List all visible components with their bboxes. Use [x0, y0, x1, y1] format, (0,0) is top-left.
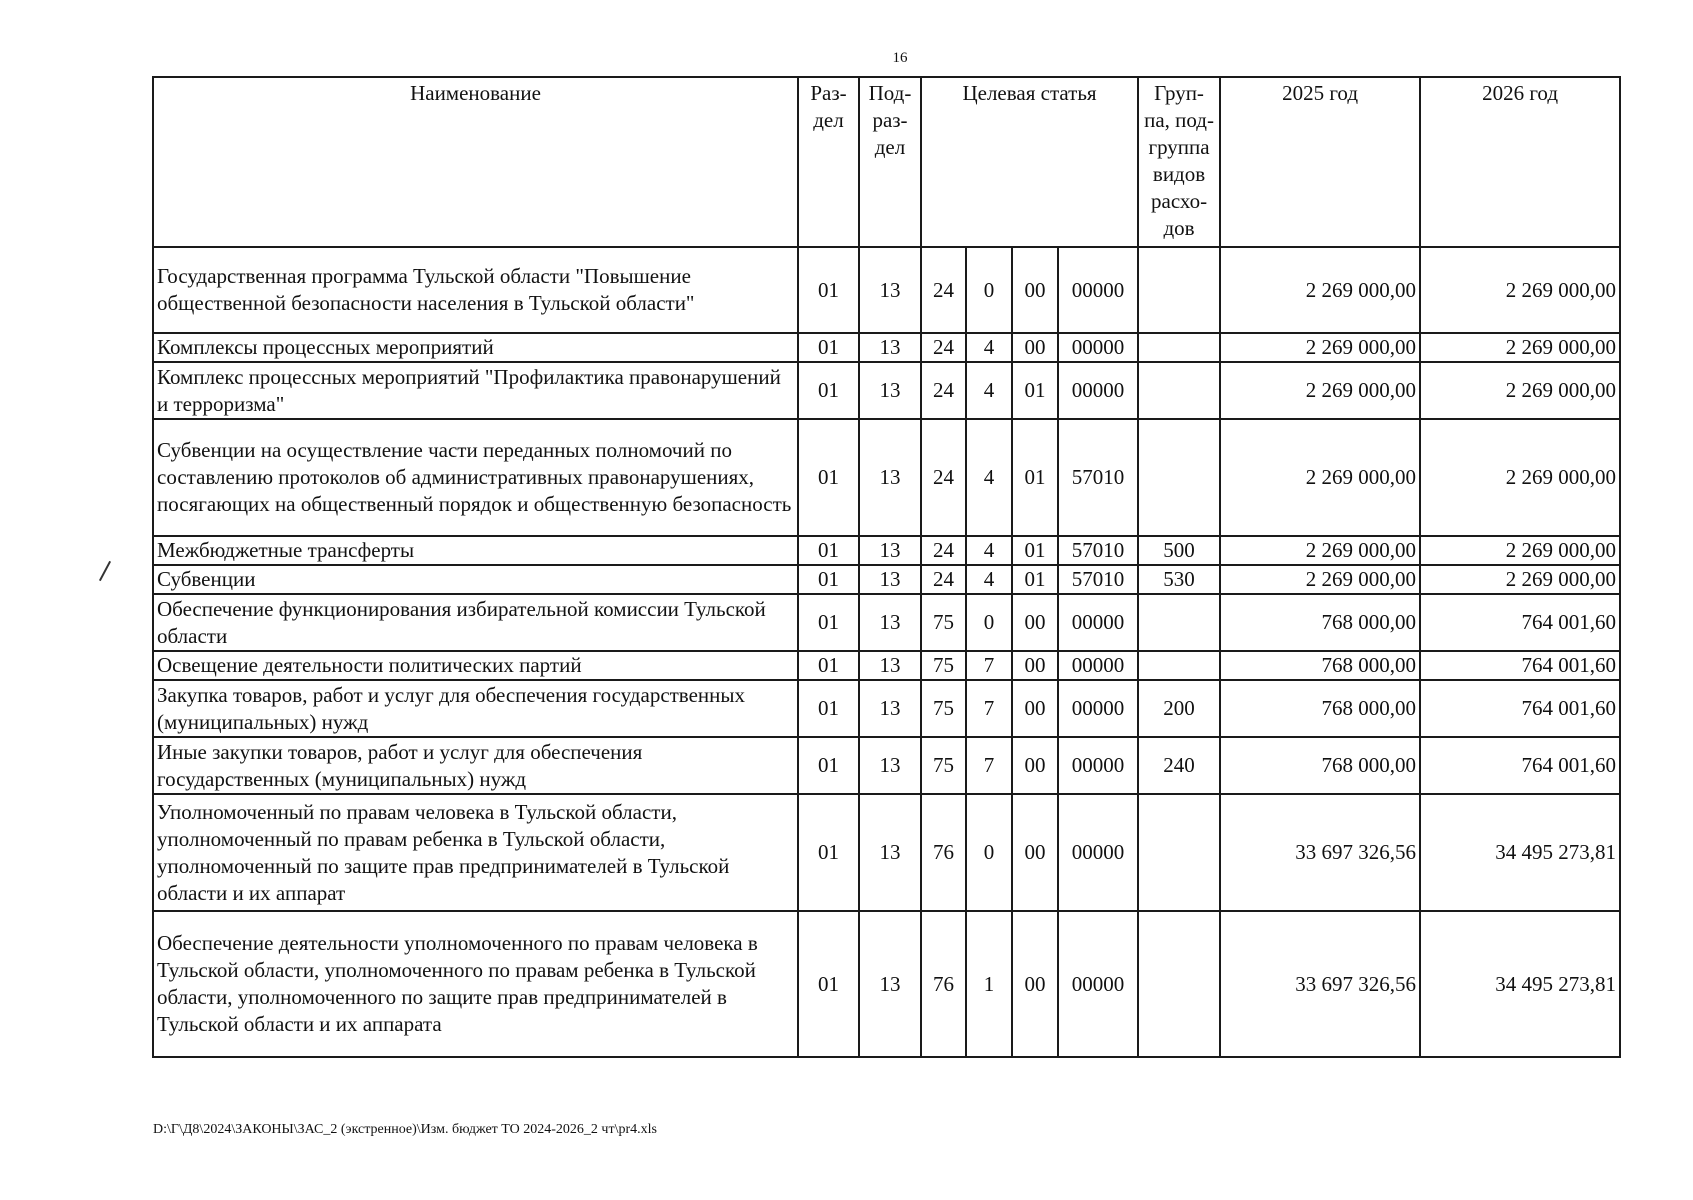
- row-group: [1138, 794, 1220, 911]
- row-amount-2026: 764 001,60: [1420, 680, 1620, 737]
- row-amount-2026: 2 269 000,00: [1420, 536, 1620, 565]
- row-target-type: 4: [966, 333, 1012, 362]
- row-name: Иные закупки товаров, работ и услуг для обеспечения государственных (муниципальных) нужд: [153, 737, 798, 794]
- row-target-program: 24: [921, 419, 966, 536]
- row-target-direction: 57010: [1058, 565, 1138, 594]
- row-target-sub: 00: [1012, 247, 1058, 333]
- row-podrazdel: 13: [859, 794, 921, 911]
- row-amount-2026: 764 001,60: [1420, 651, 1620, 680]
- table-row: [153, 794, 1620, 911]
- margin-pen-mark: [99, 561, 111, 581]
- row-podrazdel: 13: [859, 419, 921, 536]
- row-amount-2026: 2 269 000,00: [1420, 565, 1620, 594]
- table-row: [153, 333, 1620, 362]
- row-target-type: 7: [966, 737, 1012, 794]
- row-target-type: 0: [966, 794, 1012, 911]
- row-name: Субвенции: [153, 565, 798, 594]
- table-row: [153, 419, 1620, 536]
- row-razdel: 01: [798, 565, 859, 594]
- row-name: Освещение деятельности политических партий: [153, 651, 798, 680]
- row-group: 200: [1138, 680, 1220, 737]
- row-group: 530: [1138, 565, 1220, 594]
- row-target-type: 7: [966, 680, 1012, 737]
- row-razdel: 01: [798, 362, 859, 419]
- row-amount-2026: 34 495 273,81: [1420, 794, 1620, 911]
- header-target: Целевая статья: [921, 77, 1138, 247]
- row-amount-2025: 2 269 000,00: [1220, 333, 1420, 362]
- row-target-direction: 00000: [1058, 651, 1138, 680]
- row-target-sub: 00: [1012, 680, 1058, 737]
- row-group: [1138, 362, 1220, 419]
- row-podrazdel: 13: [859, 247, 921, 333]
- table-row: [153, 594, 1620, 651]
- row-razdel: 01: [798, 536, 859, 565]
- table-row: [153, 565, 1620, 594]
- row-amount-2025: 768 000,00: [1220, 594, 1420, 651]
- row-amount-2025: 33 697 326,56: [1220, 794, 1420, 911]
- row-target-direction: 00000: [1058, 794, 1138, 911]
- row-amount-2026: 2 269 000,00: [1420, 333, 1620, 362]
- row-name: Уполномоченный по правам человека в Тульской области, уполномоченный по правам ребенка в Тульской области, уполномоченный по защите прав предпринимателей в Тульской области и их аппарат: [153, 794, 798, 911]
- row-razdel: 01: [798, 333, 859, 362]
- row-group: [1138, 594, 1220, 651]
- row-target-direction: 00000: [1058, 333, 1138, 362]
- row-group: [1138, 247, 1220, 333]
- row-amount-2025: 2 269 000,00: [1220, 362, 1420, 419]
- row-target-sub: 00: [1012, 794, 1058, 911]
- row-target-program: 24: [921, 362, 966, 419]
- row-target-program: 75: [921, 594, 966, 651]
- row-target-type: 0: [966, 594, 1012, 651]
- row-amount-2026: 2 269 000,00: [1420, 362, 1620, 419]
- table-row: [153, 680, 1620, 737]
- row-target-direction: 00000: [1058, 680, 1138, 737]
- table-row: [153, 651, 1620, 680]
- row-razdel: 01: [798, 247, 859, 333]
- row-target-type: 7: [966, 651, 1012, 680]
- row-target-sub: 00: [1012, 594, 1058, 651]
- header-row: [153, 77, 1620, 247]
- table-row: [153, 536, 1620, 565]
- row-group: [1138, 651, 1220, 680]
- row-razdel: 01: [798, 651, 859, 680]
- row-group: [1138, 419, 1220, 536]
- row-name: Межбюджетные трансферты: [153, 536, 798, 565]
- row-target-type: 0: [966, 247, 1012, 333]
- row-razdel: 01: [798, 737, 859, 794]
- row-razdel: 01: [798, 911, 859, 1057]
- row-amount-2026: 764 001,60: [1420, 737, 1620, 794]
- row-amount-2026: 764 001,60: [1420, 594, 1620, 651]
- header-2026: 2026 год: [1420, 77, 1620, 247]
- row-target-type: 4: [966, 536, 1012, 565]
- row-target-type: 1: [966, 911, 1012, 1057]
- header-podrazdel: Под-раз-дел: [859, 77, 921, 247]
- row-name: Обеспечение деятельности уполномоченного по правам человека в Тульской области, уполномоченного по правам ребенка в Тульской области, уполномоченного по защите прав предпринимателей в Тульской области и их аппарата: [153, 911, 798, 1057]
- row-podrazdel: 13: [859, 536, 921, 565]
- row-target-program: 75: [921, 680, 966, 737]
- page-number: 16: [892, 50, 908, 66]
- row-target-program: 75: [921, 651, 966, 680]
- header-name: Наименование: [153, 77, 798, 247]
- row-amount-2025: 33 697 326,56: [1220, 911, 1420, 1057]
- row-amount-2025: 2 269 000,00: [1220, 536, 1420, 565]
- row-target-sub: 01: [1012, 362, 1058, 419]
- row-razdel: 01: [798, 594, 859, 651]
- row-target-program: 24: [921, 536, 966, 565]
- table-row: [153, 737, 1620, 794]
- row-amount-2025: 2 269 000,00: [1220, 247, 1420, 333]
- row-target-sub: 00: [1012, 911, 1058, 1057]
- row-target-sub: 01: [1012, 565, 1058, 594]
- row-target-program: 24: [921, 565, 966, 594]
- row-target-type: 4: [966, 565, 1012, 594]
- row-podrazdel: 13: [859, 680, 921, 737]
- row-amount-2025: 2 269 000,00: [1220, 565, 1420, 594]
- row-target-program: 75: [921, 737, 966, 794]
- row-target-program: 76: [921, 911, 966, 1057]
- row-amount-2026: 34 495 273,81: [1420, 911, 1620, 1057]
- row-target-direction: 00000: [1058, 737, 1138, 794]
- table-row: [153, 911, 1620, 1057]
- row-target-direction: 00000: [1058, 362, 1138, 419]
- row-target-sub: 00: [1012, 737, 1058, 794]
- row-target-direction: 57010: [1058, 419, 1138, 536]
- row-razdel: 01: [798, 680, 859, 737]
- row-amount-2026: 2 269 000,00: [1420, 419, 1620, 536]
- row-podrazdel: 13: [859, 594, 921, 651]
- row-amount-2025: 2 269 000,00: [1220, 419, 1420, 536]
- header-group: Груп-па, под-группа видов расхо-дов: [1138, 77, 1220, 247]
- row-target-direction: 57010: [1058, 536, 1138, 565]
- footer-file-path: D:\Г\Д8\2024\ЗАКОНЫ\ЗАС_2 (экстренное)\Изм. бюджет ТО 2024-2026_2 чт\pr4.xls: [153, 1122, 657, 1137]
- row-target-program: 24: [921, 333, 966, 362]
- row-podrazdel: 13: [859, 565, 921, 594]
- row-group: [1138, 911, 1220, 1057]
- header-razdel: Раз-дел: [798, 77, 859, 247]
- row-amount-2025: 768 000,00: [1220, 680, 1420, 737]
- row-target-type: 4: [966, 419, 1012, 536]
- row-name: Обеспечение функционирования избирательной комиссии Тульской области: [153, 594, 798, 651]
- row-name: Комплекс процессных мероприятий "Профилактика правонарушений и терроризма": [153, 362, 798, 419]
- row-group: [1138, 333, 1220, 362]
- row-name: Государственная программа Тульской области "Повышение общественной безопасности населения в Тульской области": [153, 247, 798, 333]
- row-target-sub: 00: [1012, 651, 1058, 680]
- row-amount-2025: 768 000,00: [1220, 737, 1420, 794]
- row-group: 500: [1138, 536, 1220, 565]
- row-name: Закупка товаров, работ и услуг для обеспечения государственных (муниципальных) нужд: [153, 680, 798, 737]
- row-razdel: 01: [798, 419, 859, 536]
- row-podrazdel: 13: [859, 737, 921, 794]
- row-name: Комплексы процессных мероприятий: [153, 333, 798, 362]
- row-group: 240: [1138, 737, 1220, 794]
- row-target-sub: 00: [1012, 333, 1058, 362]
- row-target-program: 76: [921, 794, 966, 911]
- row-podrazdel: 13: [859, 911, 921, 1057]
- row-podrazdel: 13: [859, 651, 921, 680]
- row-target-program: 24: [921, 247, 966, 333]
- table-row: [153, 362, 1620, 419]
- row-target-sub: 01: [1012, 536, 1058, 565]
- row-amount-2026: 2 269 000,00: [1420, 247, 1620, 333]
- row-podrazdel: 13: [859, 333, 921, 362]
- table-row: [153, 247, 1620, 333]
- row-name: Субвенции на осуществление части переданных полномочий по составлению протоколов об административных правонарушениях, посягающих на общественный порядок и общественную безопасность: [153, 419, 798, 536]
- row-target-sub: 01: [1012, 419, 1058, 536]
- row-razdel: 01: [798, 794, 859, 911]
- row-podrazdel: 13: [859, 362, 921, 419]
- row-amount-2025: 768 000,00: [1220, 651, 1420, 680]
- row-target-direction: 00000: [1058, 247, 1138, 333]
- budget-table: [152, 76, 1621, 1058]
- header-2025: 2025 год: [1220, 77, 1420, 247]
- row-target-direction: 00000: [1058, 594, 1138, 651]
- row-target-direction: 00000: [1058, 911, 1138, 1057]
- row-target-type: 4: [966, 362, 1012, 419]
